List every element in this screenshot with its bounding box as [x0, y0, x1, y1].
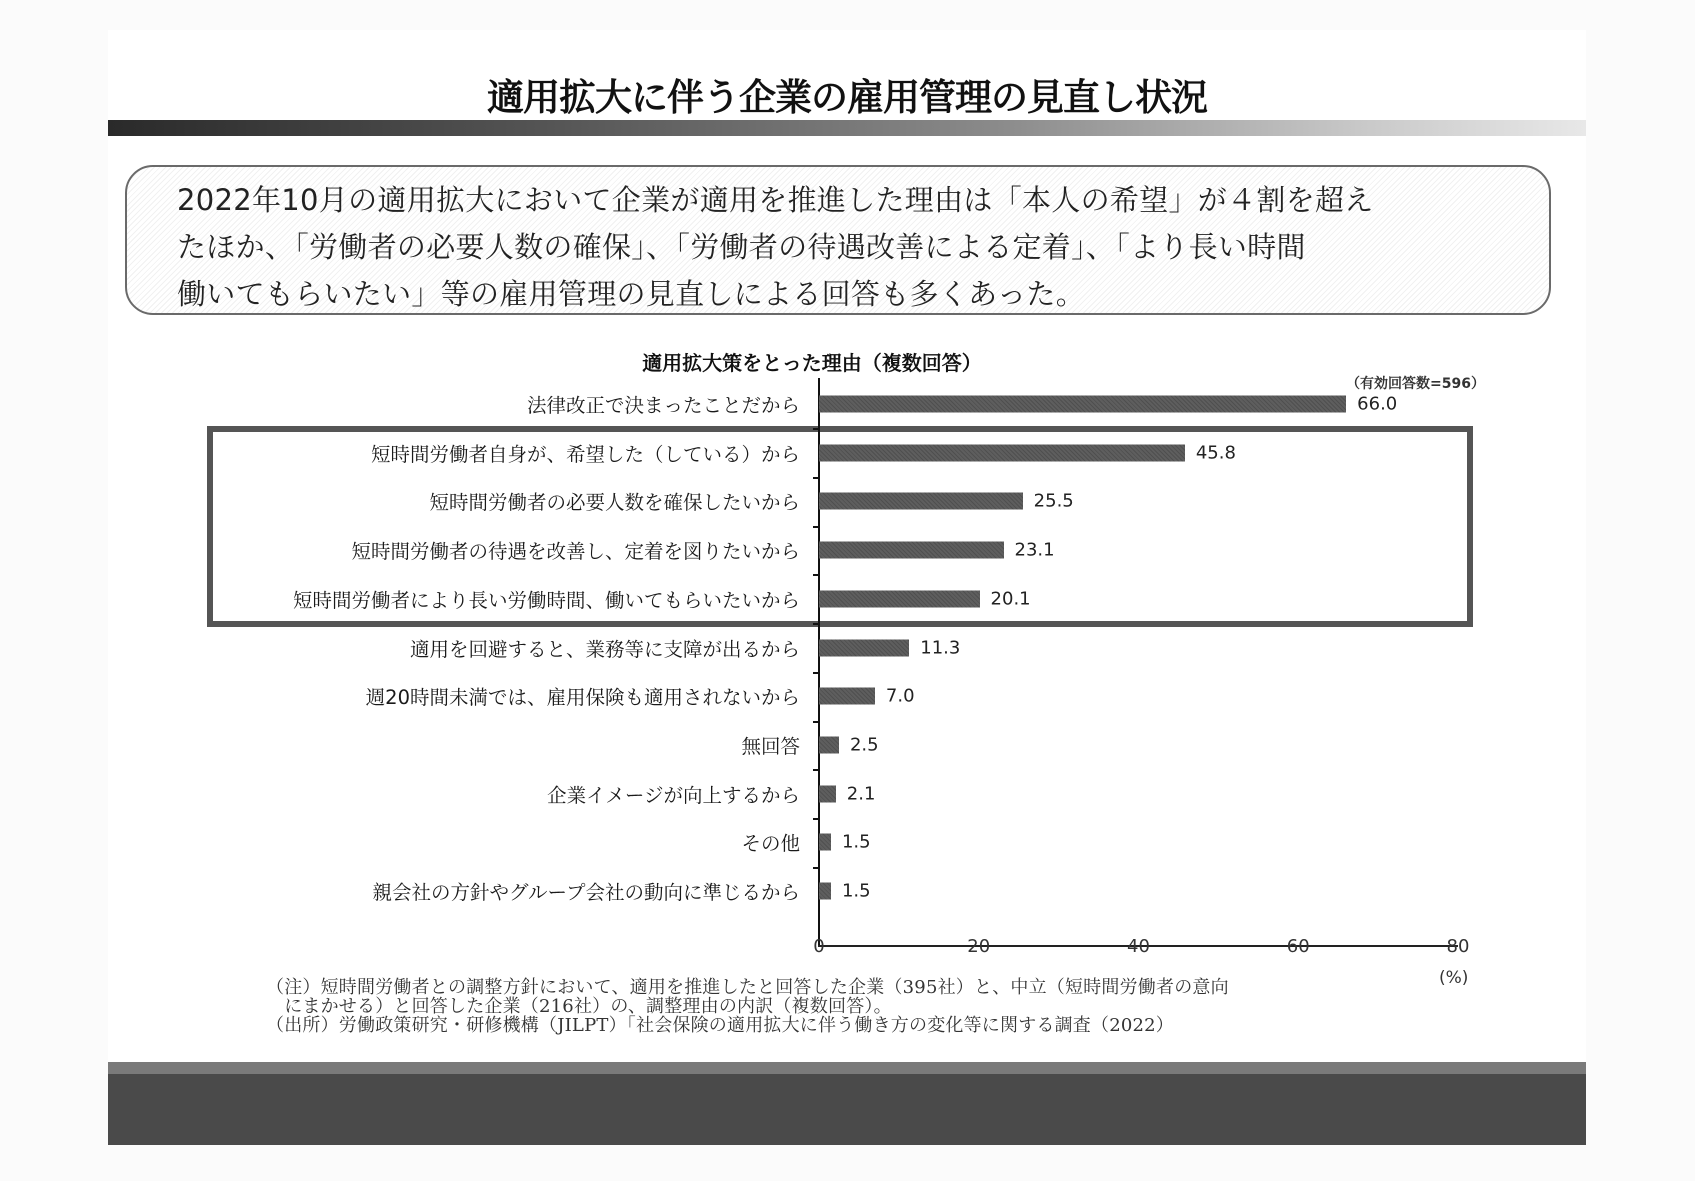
chart-title: 適用拡大策をとった理由（複数回答）: [642, 351, 982, 375]
x-tick-label: 80: [1446, 936, 1470, 957]
category-label: 短時間労働者の待遇を改善し、定着を図りたいから: [351, 540, 800, 564]
bar: [819, 639, 909, 656]
x-tick-label: 40: [1127, 936, 1150, 957]
category-label: 短時間労働者の必要人数を確保したいから: [429, 491, 800, 515]
bar-value-label: 11.3: [920, 637, 961, 658]
bar: [819, 396, 1346, 413]
category-label: 親会社の方針やグループ会社の動向に準じるから: [372, 881, 800, 904]
y-axis: [818, 378, 820, 946]
footnote-source: （出所）労働政策研究・研修機構（JILPT）「社会保険の適用拡大に伴う働き方の変化等に関する調査（2022）: [266, 1015, 1175, 1036]
y-tick: [813, 574, 819, 576]
footnote-note-cont: にまかせる）と回答した企業（216社）の、調整理由の内訳（複数回答）。: [266, 996, 892, 1017]
bar-value-label: 7.0: [885, 685, 915, 707]
category-label: 法律改正で決まったことだから: [526, 394, 800, 417]
category-label: 適用を回避すると、業務等に支障が出るから: [409, 637, 800, 661]
bar-value-label: 2.1: [846, 783, 876, 805]
bottom-band: [108, 1062, 1586, 1145]
category-label: 短時間労働者により長い労働時間、働いてもらいたいから: [292, 588, 800, 612]
y-tick: [813, 867, 819, 869]
y-tick: [813, 428, 819, 430]
bar: [819, 493, 1023, 510]
y-tick: [813, 721, 819, 723]
summary-line: 2022年10月の適用拡大において企業が適用を推進した理由は「本人の希望」が４割を超え: [177, 183, 1374, 217]
bar: [819, 883, 831, 900]
summary-line: たほか、「労働者の必要人数の確保」、「労働者の待遇改善による定着」、「より長い時間: [177, 230, 1306, 264]
category-label: その他: [741, 832, 800, 856]
bar: [819, 785, 836, 802]
y-tick: [813, 818, 819, 820]
slide-title: 適用拡大に伴う企業の雇用管理の見直し状況: [487, 76, 1207, 119]
slide: [108, 30, 1586, 1145]
x-tick-label: 0: [813, 936, 825, 957]
bar: [819, 444, 1185, 461]
bar: [819, 590, 980, 607]
bar-value-label: 1.5: [841, 831, 871, 853]
y-tick: [813, 672, 819, 674]
category-label: 無回答: [741, 734, 800, 758]
bar-value-label: 25.5: [1033, 490, 1074, 512]
footnotes: [266, 978, 1229, 1035]
category-label: 週20時間未満では、雇用保険も適用されないから: [365, 686, 800, 710]
footnote-note: （注）短時間労働者との調整方針において、適用を推進したと回答した企業（395社）と、中立（短時間労働者の意向: [266, 977, 1229, 998]
category-label: 企業イメージが向上するから: [547, 783, 800, 807]
y-tick: [813, 769, 819, 771]
respondent-count-note: （有効回答数=596）: [1346, 376, 1485, 392]
x-tick-label: 60: [1286, 936, 1310, 957]
x-axis-unit: (%): [1439, 968, 1469, 988]
x-tick-label: 20: [967, 936, 991, 957]
bar-value-label: 23.1: [1014, 539, 1055, 561]
bottom-band-stripe: [108, 1062, 1586, 1074]
bar: [819, 542, 1004, 559]
bar-value-label: 45.8: [1195, 442, 1236, 464]
bar-value-label: 1.5: [841, 880, 871, 902]
y-tick: [813, 526, 819, 528]
bar: [819, 688, 875, 705]
bar-value-label: 66.0: [1357, 393, 1398, 415]
bar-value-label: 20.1: [990, 588, 1031, 610]
y-tick: [813, 477, 819, 479]
summary-line: 働いてもらいたい」等の雇用管理の見直しによる回答も多くあった。: [177, 277, 1086, 311]
category-label: 短時間労働者自身が、希望した（している）から: [370, 442, 800, 466]
bar: [819, 736, 839, 753]
bar: [819, 834, 831, 851]
y-tick: [813, 623, 819, 625]
bar-value-label: 2.5: [849, 734, 879, 756]
